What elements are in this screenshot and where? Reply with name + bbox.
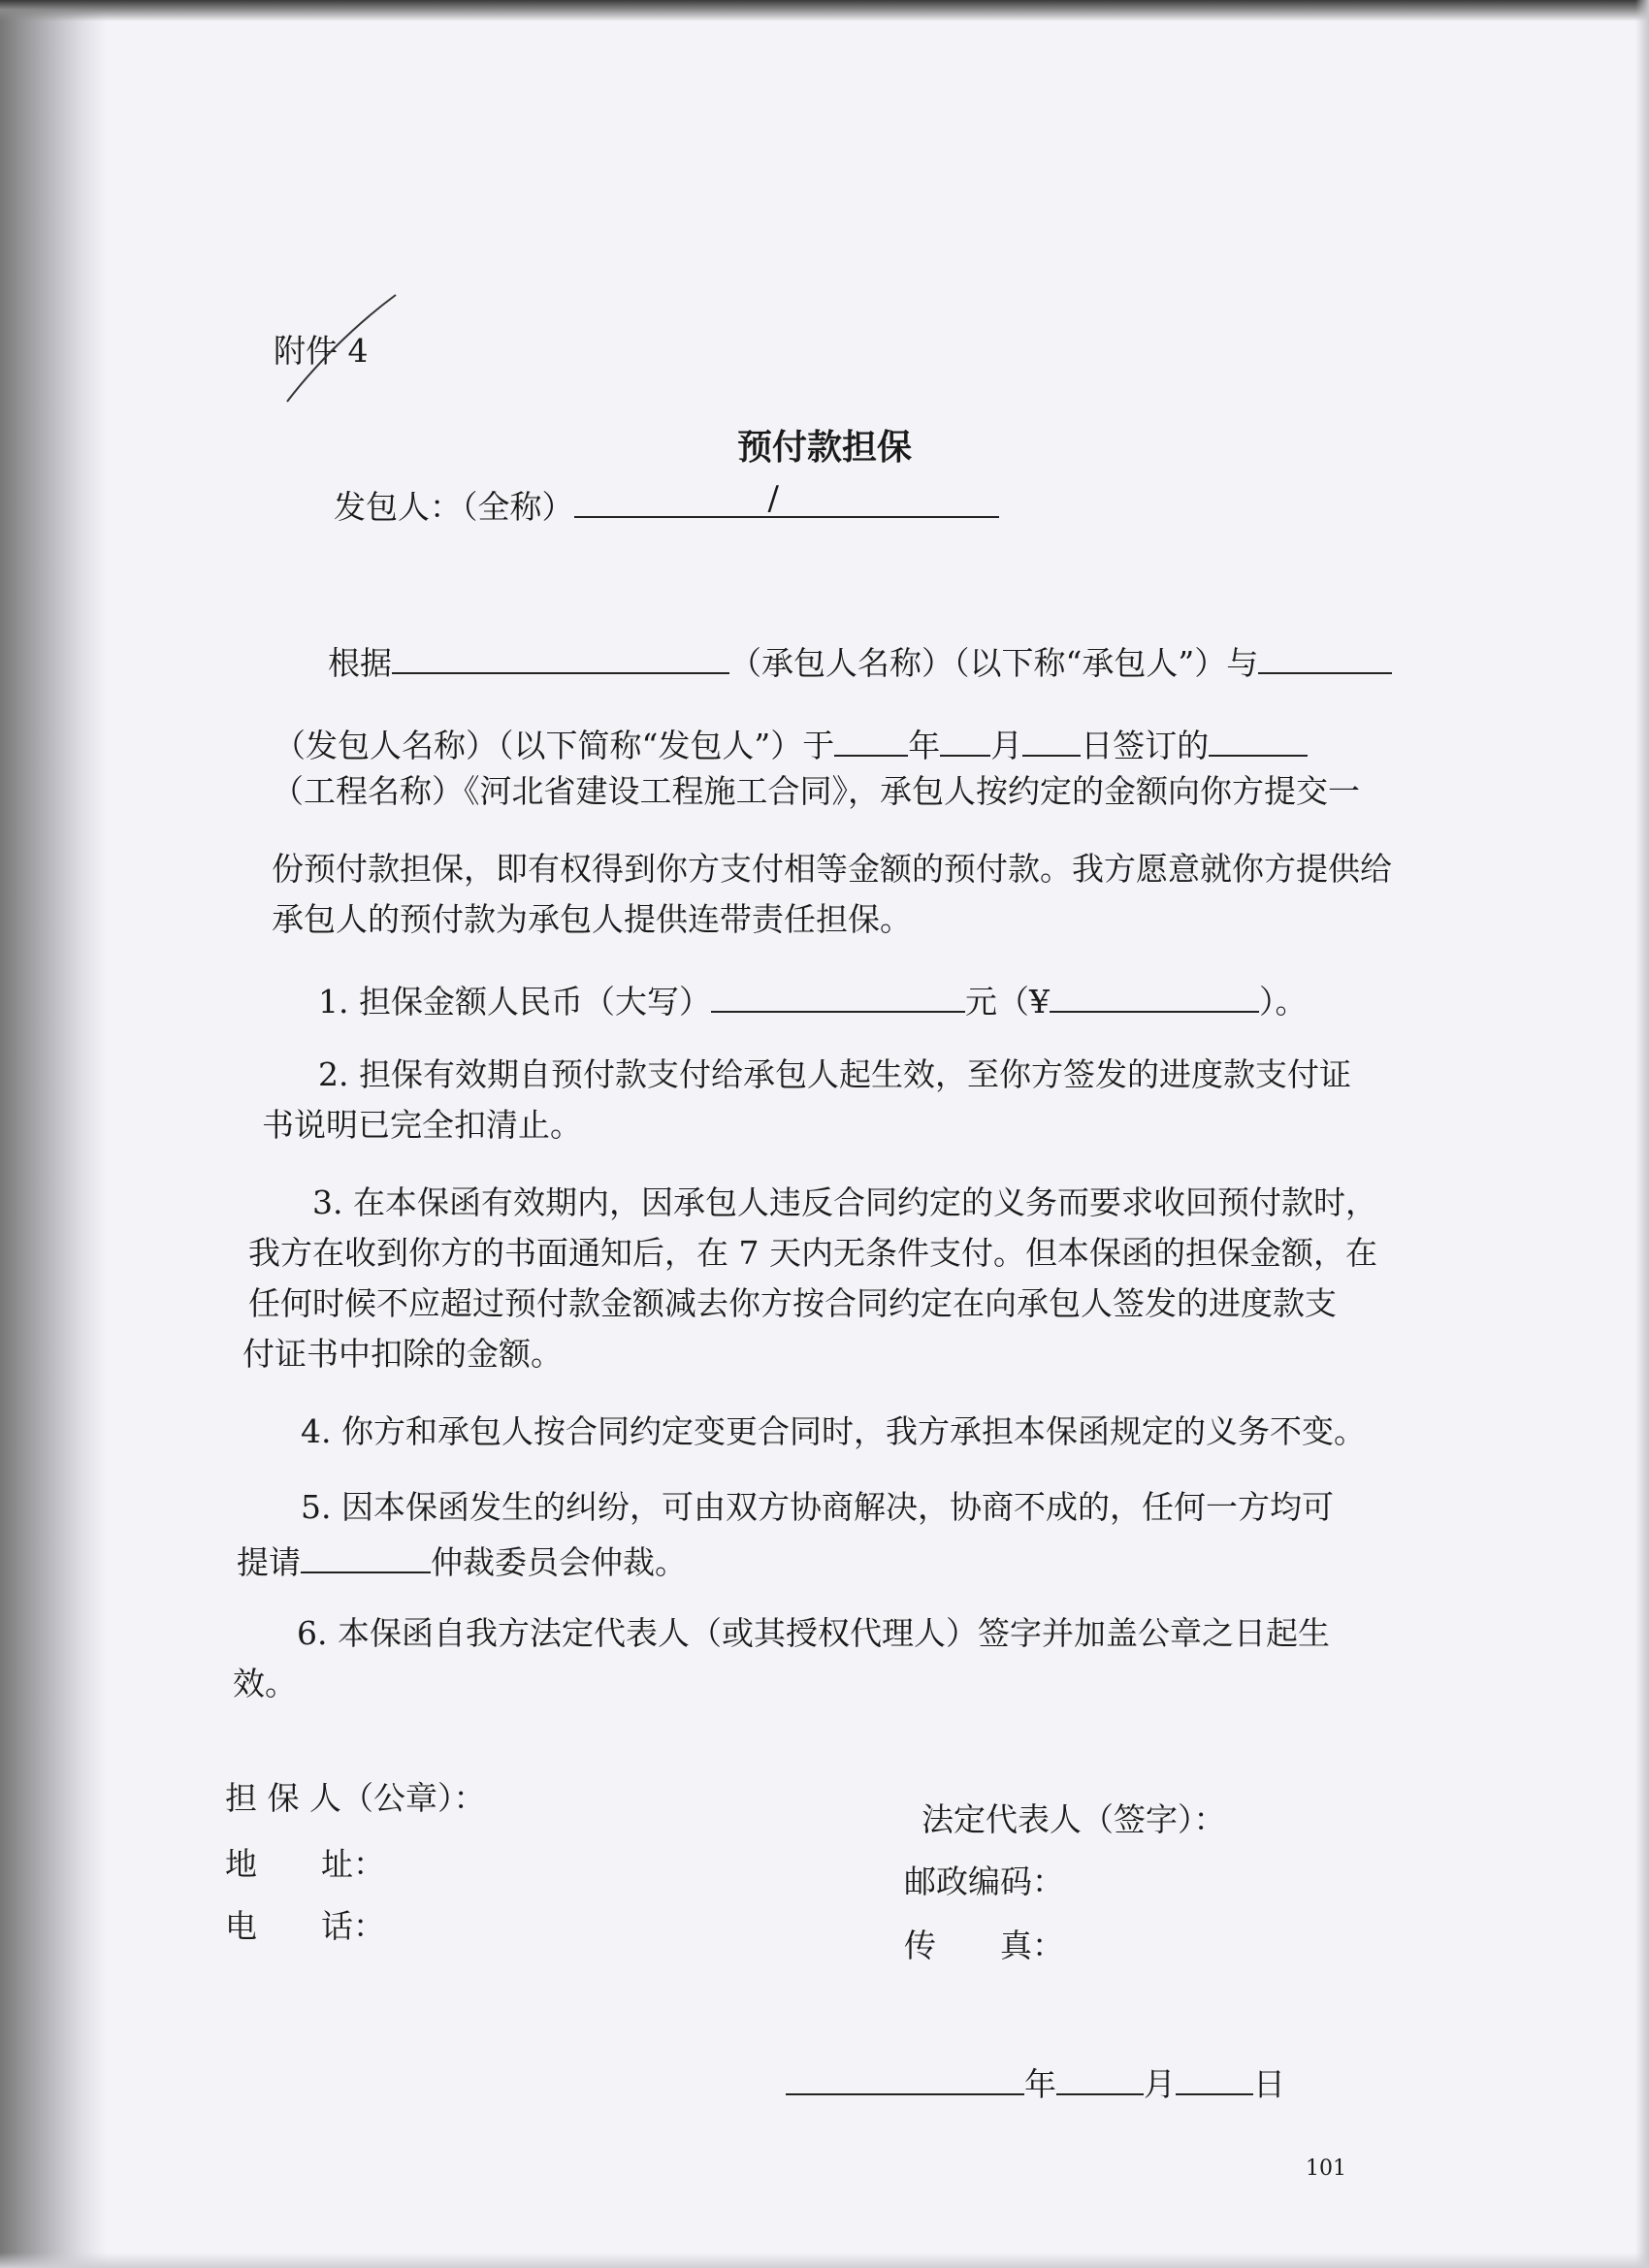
employer-name-blank: [574, 479, 999, 518]
sign-day-blank: [1022, 722, 1081, 757]
fax-label: 传 真：: [904, 1927, 1064, 1964]
date-text: 日: [1253, 2065, 1285, 2103]
date-text: 年: [1024, 2065, 1056, 2103]
para-line-5: 承包人的预付款为承包人提供连带责任担保。: [272, 900, 912, 938]
para-text: 根据: [328, 644, 392, 682]
employer-fill-mark: /: [767, 479, 779, 518]
item-text: 1. 担保金额人民币（大写）: [318, 983, 711, 1021]
sign-month-blank: [940, 722, 990, 757]
para-text: 日签订的: [1081, 727, 1210, 764]
item-1: [318, 978, 1307, 1021]
para-line-2: [274, 722, 1308, 765]
date-month-blank: [1056, 2060, 1144, 2095]
arbitration-commission-blank: [301, 1539, 431, 1573]
handwritten-strike-mark: [283, 291, 400, 405]
item-3-line-1: 3. 在本保函有效期内，因承包人违反合同约定的义务而要求收回预付款时，: [312, 1183, 1377, 1221]
para-line-1: [328, 639, 1392, 683]
sign-year-blank: [834, 722, 908, 757]
para-line-4: 份预付款担保，即有权得到你方支付相等金额的预付款。我方愿意就你方提供给: [272, 850, 1392, 888]
item-6-line-2: 效。: [233, 1665, 297, 1702]
date-year-blank: [786, 2060, 1024, 2095]
document-title: 预付款担保: [736, 428, 912, 468]
item-3-line-2: 我方在收到你方的书面通知后，在 7 天内无条件支付。但本保函的担保金额，在: [248, 1234, 1377, 1272]
legal-representative-label: 法定代表人（签字）：: [922, 1800, 1226, 1838]
item-4: 4. 你方和承包人按合同约定变更合同时，我方承担本保函规定的义务不变。: [301, 1412, 1366, 1450]
attachment-label: 附件 4: [274, 332, 369, 370]
para-text: （承包人名称）（以下称“承包人”）与: [729, 644, 1259, 682]
item-5-line-1: 5. 因本保函发生的纠纷，可由双方协商解决，协商不成的，任何一方均可: [301, 1488, 1334, 1526]
para-text: 月: [990, 727, 1023, 764]
item-2-line-2: 书说明已完全扣清止。: [262, 1106, 582, 1144]
page-number: 101: [1306, 2156, 1346, 2181]
item-5-line-2: [237, 1539, 687, 1582]
project-name-blank: [1209, 722, 1308, 757]
para-text: 年: [908, 727, 941, 764]
para-text: （发包人名称）（以下简称“发包人”）于: [274, 727, 835, 764]
date-day-blank: [1176, 2060, 1253, 2095]
para-line-3: （工程名称）《河北省建设工程施工合同》，承包人按约定的金额向你方提交一: [272, 772, 1360, 810]
contractor-name-blank: [392, 639, 729, 674]
employer-label: 发包人：（全称）: [334, 488, 574, 526]
item-text: 提请: [237, 1543, 301, 1581]
phone-label: 电 话：: [225, 1907, 385, 1945]
amount-words-blank: [711, 978, 965, 1013]
date-text: 月: [1144, 2065, 1176, 2103]
guarantor-seal-label: 担 保 人（公章）：: [225, 1779, 486, 1817]
item-3-line-4: 付证书中扣除的金额。: [242, 1335, 563, 1373]
address-label: 地 址：: [225, 1845, 385, 1883]
employer-name-blank-2: [1258, 639, 1392, 674]
item-3-line-3: 任何时候不应超过预付款金额减去你方按合同约定在向承包人签发的进度款支: [248, 1284, 1337, 1322]
item-6-line-1: 6. 本保函自我方法定代表人（或其授权代理人）签字并加盖公章之日起生: [297, 1614, 1330, 1652]
item-text: 仲裁委员会仲裁。: [431, 1543, 687, 1581]
item-text: 元（¥: [964, 983, 1050, 1021]
employer-line: [334, 479, 999, 527]
amount-figures-blank: [1050, 978, 1259, 1013]
signing-date-line: [786, 2060, 1285, 2104]
postcode-label: 邮政编码：: [904, 1863, 1064, 1900]
item-text: ）。: [1258, 983, 1308, 1021]
item-2-line-1: 2. 担保有效期自预付款支付给承包人起生效，至你方签发的进度款支付证: [318, 1055, 1351, 1093]
